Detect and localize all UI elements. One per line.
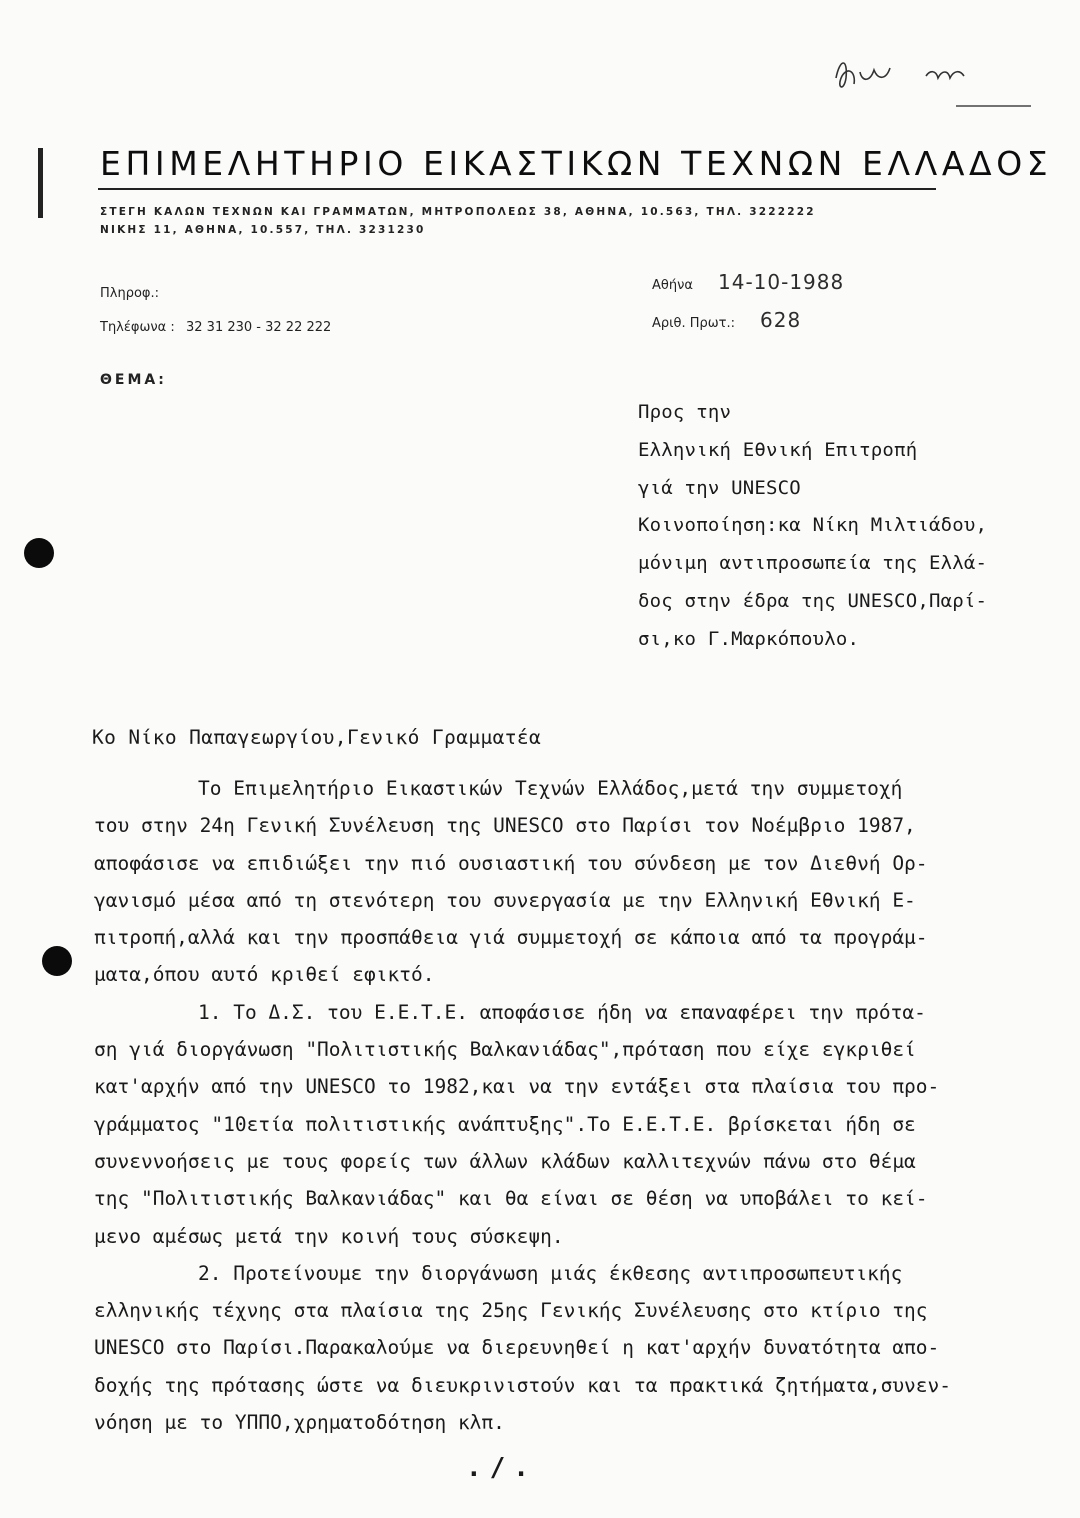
- body-line: του στην 24η Γενική Συνέλευση της UNESCO στο Παρίσι τον Νοέμβριο 1987,: [94, 814, 916, 838]
- date-value: 14-10-1988: [718, 270, 845, 294]
- body-line: αποφάσισε να επιδιώξει την πιό ουσιαστική του σύνδεση με τον Διεθνή Ορ-: [94, 851, 928, 875]
- body-line: της "Πολιτιστικής Βαλκανιάδας" και θα είναι σε θέση να υποβάλει το κεί-: [94, 1187, 928, 1211]
- phones-value: 32 31 230 - 32 22 222: [186, 320, 332, 335]
- body-line: κατ'αρχήν από την UNESCO το 1982,και να την εντάξει στα πλαίσια του προ-: [94, 1075, 940, 1099]
- protocol-label: Αριθ. Πρωτ.:: [652, 316, 736, 331]
- body-line: ελληνικής τέχνης στα πλαίσια της 25ης Γενικής Συνέλευσης στο κτίριο της: [94, 1299, 928, 1323]
- body-line: 2. Προτείνουμε την διοργάνωση μιάς έκθεσης αντιπροσωπευτικής: [198, 1261, 903, 1285]
- recipient-line: γιά την UNESCO: [638, 476, 801, 499]
- handwritten-initials: [826, 48, 1036, 118]
- subject-label: ΘΕΜΑ:: [100, 372, 167, 388]
- protocol-value: 628: [760, 308, 802, 332]
- recipient-line: σι,κο Γ.Μαρκόπουλο.: [638, 627, 860, 650]
- recipient-line: Ελληνική Εθνική Επιτροπή: [638, 438, 918, 461]
- address-line-2: ΝΙΚΗΣ 11, ΑΘΗΝΑ, 10.557, ΤΗΛ. 3231230: [100, 224, 426, 236]
- body-line: δοχής της πρότασης ώστε να διευκρινιστούν και τα πρακτικά ζητήματα,συνεν-: [94, 1373, 952, 1397]
- body-line: UNESCO στο Παρίσι.Παρακαλούμε να διερευνηθεί η κατ'αρχήν δυνατότητα απο-: [94, 1336, 940, 1360]
- info-label: Πληροφ.:: [100, 286, 160, 301]
- punch-hole-top: [24, 538, 54, 568]
- letter-body: [94, 770, 1054, 1441]
- organization-title: ΕΠΙΜΕΛΗΤΗΡΙΟ ΕΙΚΑΣΤΙΚΩΝ ΤΕΧΝΩΝ ΕΛΛΑΔΟΣ: [100, 144, 1053, 183]
- body-line: νόηση με το ΥΠΠΟ,χρηματοδότηση κλπ.: [94, 1411, 505, 1435]
- body-line: ση γιά διοργάνωση "Πολιτιστικής Βαλκανιάδας",πρόταση που είχε εγκριθεί: [94, 1038, 916, 1062]
- date-label: Αθήνα: [652, 278, 693, 293]
- body-line: πιτροπή,αλλά και την προσπάθεια γιά συμμετοχή σε κάποια από τα προγράμ-: [94, 926, 928, 950]
- phones-label: Τηλέφωνα :: [100, 320, 175, 335]
- body-line: μενο αμέσως μετά την κοινή τους σύσκεψη.: [94, 1224, 564, 1248]
- recipient-line: Προς την: [638, 401, 732, 423]
- body-line: συνεννοήσεις με τους φορείς των άλλων κλάδων καλλιτεχνών πάνω στο θέμα: [94, 1149, 916, 1173]
- body-line: Το Επιμελητήριο Εικαστικών Τεχνών Ελλάδος,μετά την συμμετοχή: [198, 777, 903, 800]
- page-continuation-mark: ./.: [466, 1453, 537, 1483]
- punch-hole-bottom: [42, 946, 72, 976]
- recipient-line: Κοινοποίηση:κα Νίκη Μιλτιάδου,: [638, 514, 988, 537]
- address-line-1: ΣΤΕΓΗ ΚΑΛΩΝ ΤΕΧΝΩΝ ΚΑΙ ΓΡΑΜΜΑΤΩΝ, ΜΗΤΡΟΠΟΛΕΩΣ 38, ΑΘΗΝΑ, 10.563, ΤΗΛ. 3222222: [100, 206, 816, 218]
- recipient-line: δος στην έδρα της UNESCO,Παρί-: [638, 589, 988, 612]
- recipient-line: μόνιμη αντιπροσωπεία της Ελλά-: [638, 552, 988, 575]
- body-line: γανισμό μέσα από τη στενότερη του συνεργασία με την Ελληνική Εθνική Ε-: [94, 888, 916, 912]
- body-line: ματα,όπου αυτό κριθεί εφικτό.: [94, 963, 435, 987]
- scan-margin-mark: [38, 148, 43, 218]
- letterhead-divider: [98, 188, 936, 190]
- recipients-block: [638, 394, 987, 659]
- salutation: Κο Νίκο Παπαγεωργίου,Γενικό Γραμματέα: [92, 726, 542, 749]
- body-line: γράμματος "10ετία πολιτιστικής ανάπτυξης".Το Ε.Ε.Τ.Ε. βρίσκεται ήδη σε: [94, 1112, 916, 1136]
- body-line: 1. Το Δ.Σ. του Ε.Ε.Τ.Ε. αποφάσισε ήδη να επαναφέρει την πρότα-: [198, 1000, 926, 1024]
